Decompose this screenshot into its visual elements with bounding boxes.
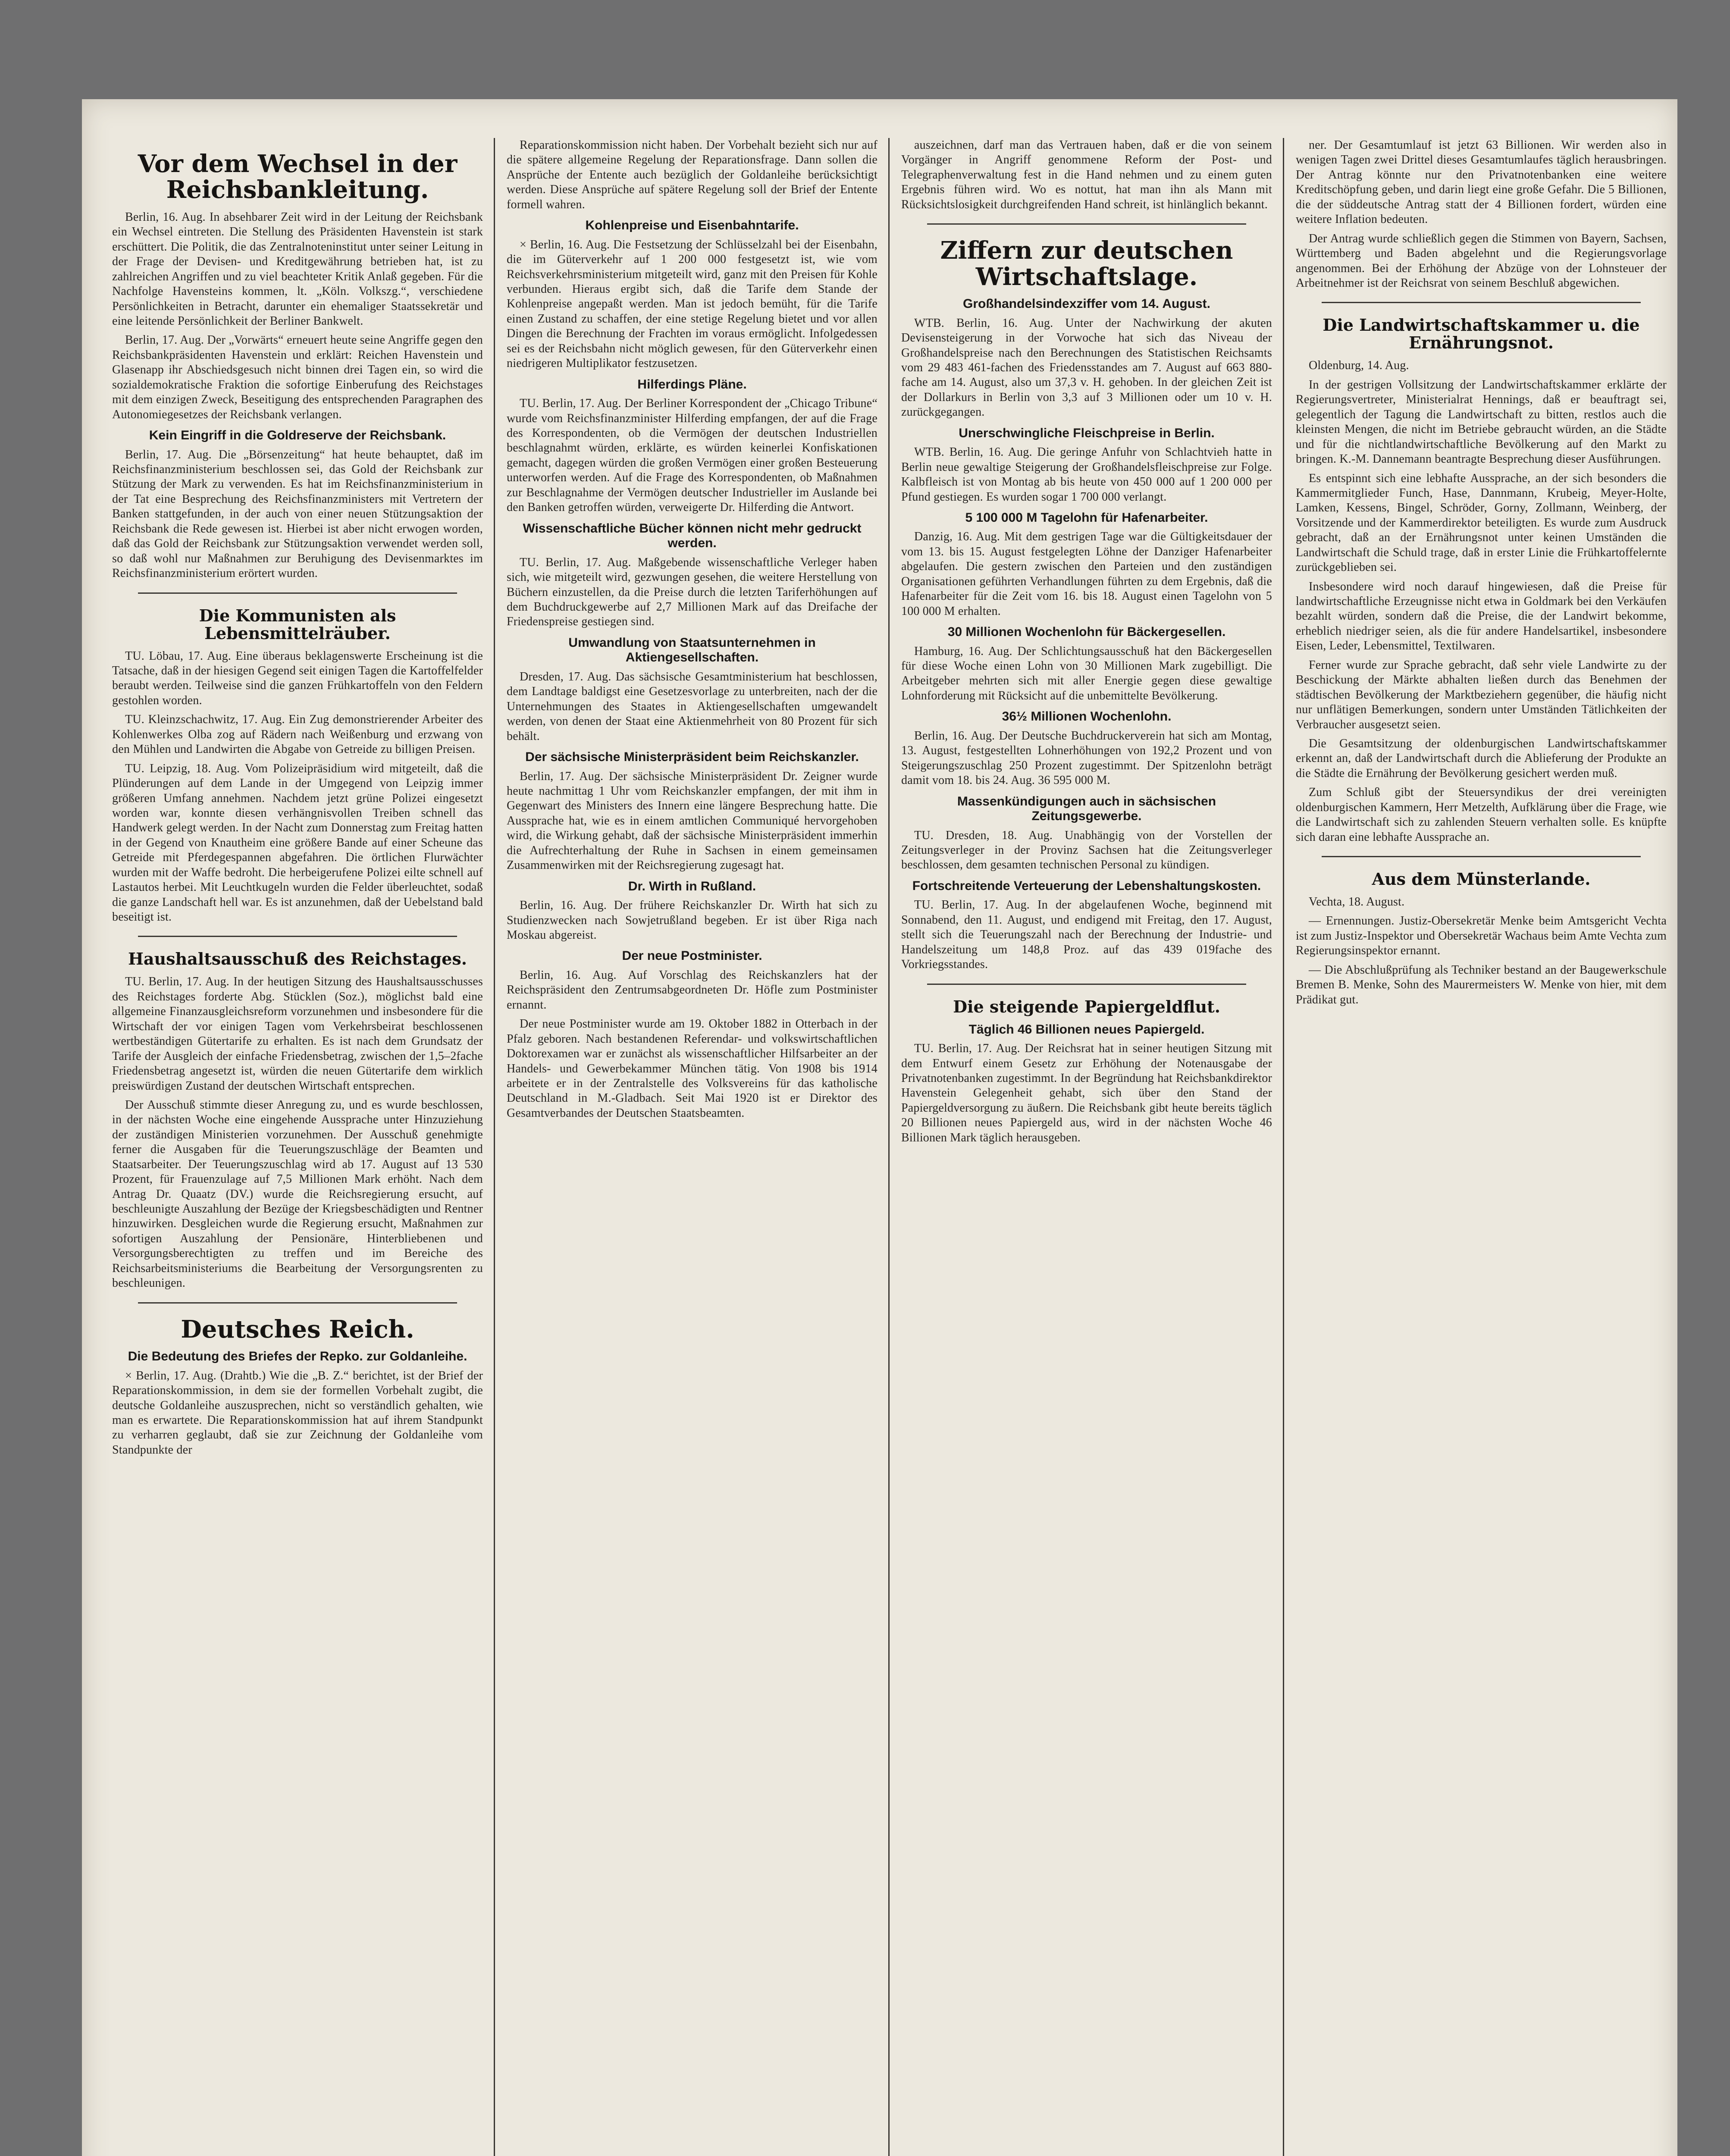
article-headline: Aus dem Münsterlande.: [1372, 869, 1591, 889]
article-headline: 5 100 000 M Tagelohn für Hafenarbeiter.: [965, 510, 1208, 525]
newspaper-page: [82, 99, 1677, 2156]
article-paragraph: Der Antrag wurde schließlich gegen die Stimmen von Bayern, Sachsen, Württemberg und Baden abgelehnt und die Regierungsvorlage angenommen. Bei der Erhöhung der Abzüge von der Lohnsteuer der Arbeitnehmer ist der Reichsrat von seinem Beschluß abgewichen.: [1296, 232, 1667, 290]
article-headline: Ziffern zur deutschen Wirtschaftslage.: [940, 236, 1233, 291]
article-headline: Die steigende Papiergeldflut.: [953, 997, 1220, 1016]
article-paragraph: TU. Dresden, 18. Aug. Unabhängig von der Vorstellen der Zeitungsverleger in der Provinz Sachsen hat die Zeitungsverleger beschlossen, dem gesamten technischen Personal zu kündigen.: [901, 828, 1272, 872]
article-headline: Dr. Wirth in Rußland.: [628, 879, 756, 893]
article-paragraph: Ferner wurde zur Sprache gebracht, daß sehr viele Landwirte zu der Beschickung der Märkte abhalten ließen durch das Benehmen der städtischen Bevölkerung der Marktbeziehern gegenüber, die häufig nicht nur unflätigen Bemerkungen, sondern unter Umständen Tätlichkeiten der Verbraucher ausgesetzt seien.: [1296, 658, 1667, 731]
article-paragraph: Danzig, 16. Aug. Mit dem gestrigen Tage war die Gültigkeitsdauer der vom 13. bis 15. August festgelegten Löhne der Danziger Hafenarbeiter abgelaufen. Die gestern zwischen den Parteien und den zuständigen Organisationen geführten Verhandlungen führten zu dem Ergebnis, daß die Hafenarbeiter für die Zeit vom 16. bis 18. August einen Tagelohn von 5 100 000 M erhalten.: [901, 530, 1272, 618]
article-headline: Wissenschaftliche Bücher können nicht mehr gedruckt werden.: [523, 521, 862, 551]
article-paragraph: ner. Der Gesamtumlauf ist jetzt 63 Billionen. Wir werden also in wenigen Tagen zwei Drittel dieses Gesamtumlaufes täglich herausbringen. Der Antrag könnte nur den Privatnotenbanken eine weitere Kreditschöpfung geben, und darin liegt eine große Gefahr. Die 5 Billionen, die der süddeutsche Antrag statt der 4 Billionen fordert, würden eine weitere Inflation bedeuten.: [1296, 138, 1667, 226]
article-paragraph: Berlin, 16. Aug. Der Deutsche Buchdruckerverein hat sich am Montag, 13. August, festgestellten Lohnerhöhungen von 192,2 Prozent und von Steigerungszuschlag 250 Prozent zugestimmt. Der Spitzenlohn beträgt damit vom 18. bis 24. Aug. 36 595 000 M.: [901, 729, 1272, 787]
article-paragraph: TU. Löbau, 17. Aug. Eine überaus beklagenswerte Erscheinung ist die Tatsache, daß in der hiesigen Gegend seit einigen Tagen die Kartoffelfelder beraubt werden. Teilweise sind die ganzen Frühkartoffeln von den Feldern gestohlen worden.: [112, 649, 483, 707]
article-paragraph: Zum Schluß gibt der Steuersyndikus der drei vereinigten oldenburgischen Kammern, Herr Metzelth, Aufklärung über die Frage, wie die Landwirtschaft sich zu zahlenden Steuern verhalten solle. Es knüpfte sich daran eine lebhafte Aussprache an.: [1296, 786, 1667, 844]
article-headline: Deutsches Reich.: [181, 1315, 414, 1344]
article-headline: Der sächsische Ministerpräsident beim Reichskanzler.: [525, 750, 859, 764]
article-paragraph: WTB. Berlin, 16. Aug. Unter der Nachwirkung der akuten Devisensteigerung in der Vorwoche hat sich das Niveau der Großhandelspreise nach den Berechnungen des Statistischen Reichsamts vom 29 483 461-fachen des Friedensstandes am 7. August auf 663 880-fache am 14. August, also um 37,3 v. H. gehoben. In der gleichen Zeit ist der Dollarkurs in Berlin von 3,3 auf 3 Millionen oder um 10 v. H. zurückgegangen.: [901, 316, 1272, 419]
article-paragraph: WTB. Berlin, 16. Aug. Die geringe Anfuhr von Schlachtvieh hatte in Berlin neue gewaltige Steigerung der Großhandelsfleischpreise zur Folge. Kalbfleisch ist von Montag ab bis heute von 450 000 auf 1 200 000 per Pfund gestiegen. Es wurden sogar 1 700 000 verlangt.: [901, 445, 1272, 504]
column-1: [112, 138, 483, 2156]
article-paragraph: Die Gesamtsitzung der oldenburgischen Landwirtschaftskammer erkennt an, daß der Landwirtschaft durch die Ablieferung der Produkte an die Städte die Ernährung der Bevölkerung gesichert werden muß.: [1296, 736, 1667, 780]
article-paragraph: × Berlin, 17. Aug. (Drahtb.) Wie die „B. Z.“ berichtet, ist der Brief der Reparationskommission, in dem sie der formellen Vorbehalt zugibt, die deutsche Goldanleihe auszusprechen, nicht so verständlich gehalten, wie man es erwartete. Die Reparationskommission hat auf ihrem Standpunkt zu verharren geglaubt, daß sie zur Zeichnung der Goldanleihe vom Standpunkte der: [112, 1369, 483, 1457]
article-headline: Der neue Postminister.: [622, 949, 762, 963]
article-paragraph: Dresden, 17. Aug. Das sächsische Gesamtministerium hat beschlossen, dem Landtage baldigst eine Gesetzesvorlage zu unterbreiten, nach der die Unternehmungen des Staates in Aktiengesellschaften umgewandelt werden, von denen der Staat eine Aktienmehrheit von 80 Prozent für sich behält.: [507, 670, 878, 743]
article-paragraph: Berlin, 17. Aug. Der „Vorwärts“ erneuert heute seine Angriffe gegen den Reichsbankpräsidenten Havenstein und erklärt: Reichen Havenstein und Glasenapp ihr Abschiedsgesuch nicht binnen drei Tagen ein, so wird die sozialdemokratische Fraktion die sofortige Einberufung des Reichstages mit dem einzigen Zweck, Beseitigung des entsprechenden Paragraphen des Autonomiegesetzes der Reichsbank verlangen.: [112, 333, 483, 421]
article-headline: 30 Millionen Wochenlohn für Bäckergesellen.: [947, 625, 1226, 639]
article-paragraph: — Die Abschlußprüfung als Techniker bestand an der Baugewerkschule Bremen B. Menke, Sohn des Maurermeisters W. Menke von hier, mit dem Prädikat gut.: [1296, 963, 1667, 1006]
section-divider: [138, 592, 457, 594]
article-headline: Kein Eingriff in die Goldreserve der Reichsbank.: [149, 428, 446, 443]
article-paragraph: Insbesondere wird noch darauf hingewiesen, daß die Preise für landwirtschaftliche Erzeugnisse nicht etwa in Goldmark bei den Verkäufen bezahlt würden, sondern daß die Preise, die der Landwirt bekomme, erheblich niedriger seien, als die für andere Handelsartikel, insbesondere Eisen, Leder, Lebensmittel, Textilwaren.: [1296, 580, 1667, 653]
article-paragraph: × Berlin, 16. Aug. Die Festsetzung der Schlüsselzahl bei der Eisenbahn, die im Güterverkehr auf 1 200 000 festgesetzt ist, wie vom Reichsverkehrsministerium mitgeteilt wird, ganz mit den Preisen für Kohle verbunden. Hieraus ergibt sich, daß die Tarife dem Stande der Kohlenpreise angepaßt werden. Man ist jedoch bemüht, für die Tarife einen Zustand zu schaffen, der eine stetige Regelung bietet und vor allen Dingen die Berechnung der Frachten im voraus ermöglicht. Infolgedessen sei es der Reichsbahn nicht möglich gewesen, für den Güterverkehr einen niedrigeren Multiplikator festzusetzen.: [507, 238, 878, 370]
article-paragraph: Der Ausschuß stimmte dieser Anregung zu, und es wurde beschlossen, in der nächsten Woche eine eingehende Aussprache unter Hinzuziehung der zuständigen Ministerien vorzunehmen. Der Ausschuß genehmigte ferner die Ausgaben für die Teuerungszuschläge der Beamten und Staatsarbeiter. Der Teuerungszuschlag wird ab 17. August auf 13 530 Prozent, für Frauenzulage auf 7,5 Millionen Mark erhöht. Nach dem Antrag Dr. Quaatz (DV.) wurde die Reichsregierung ersucht, auf beschleunigte Auszahlung der Bezüge der Kriegsbeschädigten und Rentner hinzuwirken. Desgleichen wurde die Regierung ersucht, Maßnahmen zur sofortigen Auszahlung der Pensionäre, Hinterbliebenen und Versorgungsberechtigten zu treffen und im Bereiche des Reichsarbeitsministeriums die Bearbeitung der Versorgungsrenten zu beschleunigen.: [112, 1098, 483, 1290]
column-2: [507, 138, 878, 2156]
article-paragraph: — Ernennungen. Justiz-Obersekretär Menke beim Amtsgericht Vechta ist zum Justiz-Inspektor und Obersekretär Wachaus beim Amte Vechta zum Regierungsinspektor ernannt.: [1296, 914, 1667, 958]
article-headline: 36½ Millionen Wochenlohn.: [1002, 709, 1172, 724]
article-headline: Täglich 46 Billionen neues Papiergeld.: [968, 1022, 1205, 1037]
article-paragraph: Oldenburg, 14. Aug.: [1309, 359, 1409, 373]
column-3: [901, 138, 1272, 2156]
article-paragraph: Es entspinnt sich eine lebhafte Aussprache, an der sich besonders die Kammermitglieder Funch, Hase, Dannmann, Krubeig, Meyer-Holte, Lamken, Kessens, Bingel, Schröder, Gorny, Zollmann, Weinberg, der Vorsitzende und der Kammerdirektor beteiligten. Es wurde zum Ausdruck gebracht, daß an der Ernährungsnot unter keinen Umständen die Landwirtschaft die Schuld trage, daß in erster Linie die Frühkartoffelernte zurückgeblieben sei.: [1296, 471, 1667, 574]
article-paragraph: In der gestrigen Vollsitzung der Landwirtschaftskammer erklärte der Regierungsvertreter, Ministerialrat Hennings, daß er beauftragt sei, gelegentlich der Tagung die Landwirtschaft zu bitten, restlos auch die kleinsten Mengen, die nicht im Betriebe gebraucht würden, an die Städte und für die nichtlandwirtschaftliche Bevölkerung auf den Markt zu bringen. K.-M. Dannemann beantragte Besprechung dieser Ausführungen.: [1296, 378, 1667, 466]
article-paragraph: Reparationskommission nicht haben. Der Vorbehalt bezieht sich nur auf die spätere allgemeine Regelung der Reparationsfrage. Dann sollen die Ansprüche der Entente auch bezüglich der Goldanleihe berücksichtigt werden. Diese Ansprüche auf spätere Regelung soll der Brief der Entente formell wahren.: [507, 138, 878, 211]
article-headline: Vor dem Wechsel in der Reichsbankleitung.: [138, 150, 458, 204]
article-headline: Großhandelsindexziffer vom 14. August.: [963, 297, 1210, 311]
article-paragraph: Hamburg, 16. Aug. Der Schlichtungsausschuß hat den Bäckergesellen für diese Woche einen Lohn von 30 Millionen Mark zugebilligt. Die Arbeitgeber mehrten sich mit aller Energie gegen diese gewaltige Lohnforderung mit Rücksicht auf die unbemittelte Bevölkerung.: [901, 644, 1272, 702]
article-headline: Kohlenpreise und Eisenbahntarife.: [585, 218, 799, 233]
section-divider: [927, 984, 1246, 985]
article-headline: Die Kommunisten als Lebensmittelräuber.: [199, 605, 396, 643]
article-headline: Unerschwingliche Fleischpreise in Berlin.: [959, 426, 1215, 440]
column-rule: [888, 138, 890, 2156]
article-headline: Umwandlung von Staatsunternehmen in Aktiengesellschaften.: [568, 635, 816, 665]
article-paragraph: Berlin, 17. Aug. Die „Börsenzeitung“ hat heute behauptet, daß im Reichsfinanzministerium beschlossen sei, das Gold der Reichsbank zur Stützung der Mark zu verwenden. Es hat im Reichsfinanzministerium in der Tat eine Besprechung des Reichsfinanzministers mit Vertretern der Banken stattgefunden, in der auch von einer neuen Stützungsaktion der Reichsbank die Rede gewesen ist. Hierbei ist aber nicht erwogen worden, daß das Gold der Reichsbank zur Stützungsaktion verwendet werden soll, so daß wohl nur Maßnahmen zur Beruhigung des Devisenmarktes im Reichsfinanzministerium erörtert wurden.: [112, 448, 483, 580]
article-paragraph: Der neue Postminister wurde am 19. Oktober 1882 in Otterbach in der Pfalz geboren. Nach bestandenen Referendar- und volkswirtschaftlichen Doktorexamen war er zunächst als wissenschaftlicher Hilfsarbeiter an der Handels- und Gewerbekammer München tätig. Von 1908 bis 1914 arbeitete er in der Zentralstelle des Volksvereins für das katholische Deutschland in M.-Gladbach. Seit Mai 1920 ist er Direktor des Gesamtverbandes der Deutschen Staatsbeamten.: [507, 1017, 878, 1120]
section-divider: [1322, 302, 1641, 303]
article-paragraph: Berlin, 16. Aug. In absehbarer Zeit wird in der Leitung der Reichsbank ein Wechsel eintreten. Die Stellung des Präsidenten Havenstein ist stark erschüttert. Die Politik, die das Zentralnoteninstitut unter seiner Leitung in der Frage der Devisen- und Kreditgewährung betrieben hat, ist zu zahlreichen Angriffen und zu viel beachteter Kritik Anlaß gegeben. Für die Nachfolge Havensteins kommen, lt. „Köln. Volkszg.“, verschiedene Persönlichkeiten in Betracht, darunter ein ehemaliger Staatssekretär und eine leitende Persönlichkeit der Berliner Bankwelt.: [112, 210, 483, 328]
article-headline: Die Landwirtschaftskammer u. die Ernährungsnot.: [1323, 315, 1640, 353]
article-paragraph: auszeichnen, darf man das Vertrauen haben, daß er die von seinem Vorgänger in Angriff genommene Reform der Post- und Telegraphenverwaltung fest in die Hand nehmen und zu einem guten Ergebnis führen wird. Wo es nottut, hat man ihn als Mann mit Rücksichtslosigkeit durchgreifenden Hand schreit, ist hinlänglich bekannt.: [901, 138, 1272, 211]
article-paragraph: Vechta, 18. August.: [1309, 895, 1405, 909]
section-divider: [138, 1302, 457, 1304]
column-rule: [1283, 138, 1284, 2156]
article-paragraph: TU. Leipzig, 18. Aug. Vom Polizeipräsidium wird mitgeteilt, daß die Plünderungen auf dem Lande in der Umgegend von Leipzig immer größeren Umfang annehmen. Nachdem jetzt grüne Polizei eingesetzt worden war, konnte diesen verhängnisvollen Treiben schnell das Handwerk gelegt werden. In der Nacht zum Donnerstag zum Freitag hatten in der Gegend von Knautheim eine größere Bande auf einer Scheune das Getreide mit Pferdegespannen abgefahren. Die örtlichen Flurwächter wurden mit der Waffe bedroht. Die herbeigerufene Polizei eilte schnell auf Lastautos herbei. Mit Leuchtkugeln wurden die Felder überleuchtet, sodaß die ganze Landschaft hell war. Es ist anzunehmen, daß der Uebelstand bald beseitigt ist.: [112, 761, 483, 924]
article-paragraph: TU. Berlin, 17. Aug. Der Berliner Korrespondent der „Chicago Tribune“ wurde vom Reichsfinanzminister Hilferding empfangen, der auf die Frage des Korrespondenten, ob die Vermögen der deutschen Industriellen beschlagnahmt würden, erklärte, es würden keinerlei Konfiskationen gemacht, dagegen würden die großen Vermögen einer großen Besteuerung unterworfen werden. Auf die Frage des Korrespondenten, ob Maßnahmen zur Beschlagnahme der Vermögen deutscher Industrieller im Auslande bei den Banken getroffen würden, verweigerte Dr. Hilferding die Antwort.: [507, 397, 878, 514]
section-divider: [927, 223, 1246, 225]
article-paragraph: TU. Berlin, 17. Aug. Maßgebende wissenschaftliche Verleger haben sich, wie mitgeteilt wird, gezwungen gesehen, die weitere Herstellung von Büchern einzustellen, da die Preise durch die letzten Tariferhöhungen auf dem Buchdruckgewerbe auf 2,7 Millionen Mark auf das Dreifache der Friedenspreise gestiegen sind.: [507, 555, 878, 629]
section-divider: [1322, 856, 1641, 857]
column-4: [1296, 138, 1667, 2156]
article-paragraph: TU. Berlin, 17. Aug. In der abgelaufenen Woche, beginnend mit Sonnabend, den 11. August, und endigend mit Freitag, den 17. August, stellt sich die Teuerungszahl nach der Berechnung der Industrie- und Handelszeitung um 148,8 Proz. auf das 439 019fache des Vorkriegsstandes.: [901, 898, 1272, 971]
article-paragraph: Berlin, 16. Aug. Der frühere Reichskanzler Dr. Wirth hat sich zu Studienzwecken nach Sowjetrußland begeben. Er ist über Riga nach Moskau abgereist.: [507, 899, 878, 942]
article-paragraph: Berlin, 17. Aug. Der sächsische Ministerpräsident Dr. Zeigner wurde heute nachmittag 1 Uhr vom Reichskanzler empfangen, der mit ihm in Gegenwart des Ministers des Innern eine längere Besprechung hatte. Die Aussprache hat, wie es in einem amtlichen Communiqué hervorgehoben wird, die Wirkung gehabt, daß der sächsische Ministerpräsident immerhin die Aufrechterhaltung der Ruhe in Sachsen in einem gemeinsamen Zusammenwirken mit der Reichsregierung zugesagt hat.: [507, 769, 878, 872]
article-paragraph: Berlin, 16. Aug. Auf Vorschlag des Reichskanzlers hat der Reichspräsident den Zentrumsabgeordneten Dr. Höfle zum Postminister ernannt.: [507, 968, 878, 1012]
article-headline: Die Bedeutung des Briefes der Repko. zur Goldanleihe.: [128, 1349, 467, 1364]
article-paragraph: TU. Berlin, 17. Aug. Der Reichsrat hat in seiner heutigen Sitzung mit dem Entwurf einem Gesetz zur Erhöhung der Notenausgabe der Privatnotenbanken zugestimmt. In der Begründung hat Reichsbankdirektor Havenstein Gelegenheit gehabt, sich über den Stand der Papiergeldversorgung zu äußern. Die Reichsbank gibt heute bereits täglich 20 Billionen neues Papiergeld aus, wird in der nächsten Woche 46 Billionen Mark täglich herausgeben.: [901, 1042, 1272, 1144]
article-paragraph: TU. Berlin, 17. Aug. In der heutigen Sitzung des Haushaltsausschusses des Reichstages forderte Abg. Stücklen (Soz.), möglichst bald eine allgemeine Finanzausgleichsreform vorzunehmen und insbesondere für die Wirtschaft der vor einigen Tagen vom Verkehrsbeirat beschlossenen wertbeständigen Gütertarife zu erhalten. Es ist nach dem Grundsatz der Tarife der Ausgleich der einfache Friedensbetrag, zwischen der 1,5–2fache Friedensbetrag angesetzt ist, würden die neuen Gütertarife dem wirklich preiswürdigen Zustand der deutschen Wirtschaft entsprechen.: [112, 975, 483, 1093]
column-rule: [494, 138, 495, 2156]
section-divider: [138, 936, 457, 937]
article-headline: Massenkündigungen auch in sächsischen Zeitungsgewerbe.: [957, 794, 1216, 824]
article-headline: Fortschreitende Verteuerung der Lebenshaltungskosten.: [912, 878, 1261, 893]
article-headline: Haushaltsausschuß des Reichstages.: [128, 949, 467, 969]
article-headline: Hilferdings Pläne.: [637, 377, 747, 392]
article-paragraph: TU. Kleinzschachwitz, 17. Aug. Ein Zug demonstrierender Arbeiter des Kohlenwerkes Olba zog auf Rädern nach Weißenburg und erzwang von den Mühlen und Landwirten die Abgabe von Getreide zu billigen Preisen.: [112, 713, 483, 756]
